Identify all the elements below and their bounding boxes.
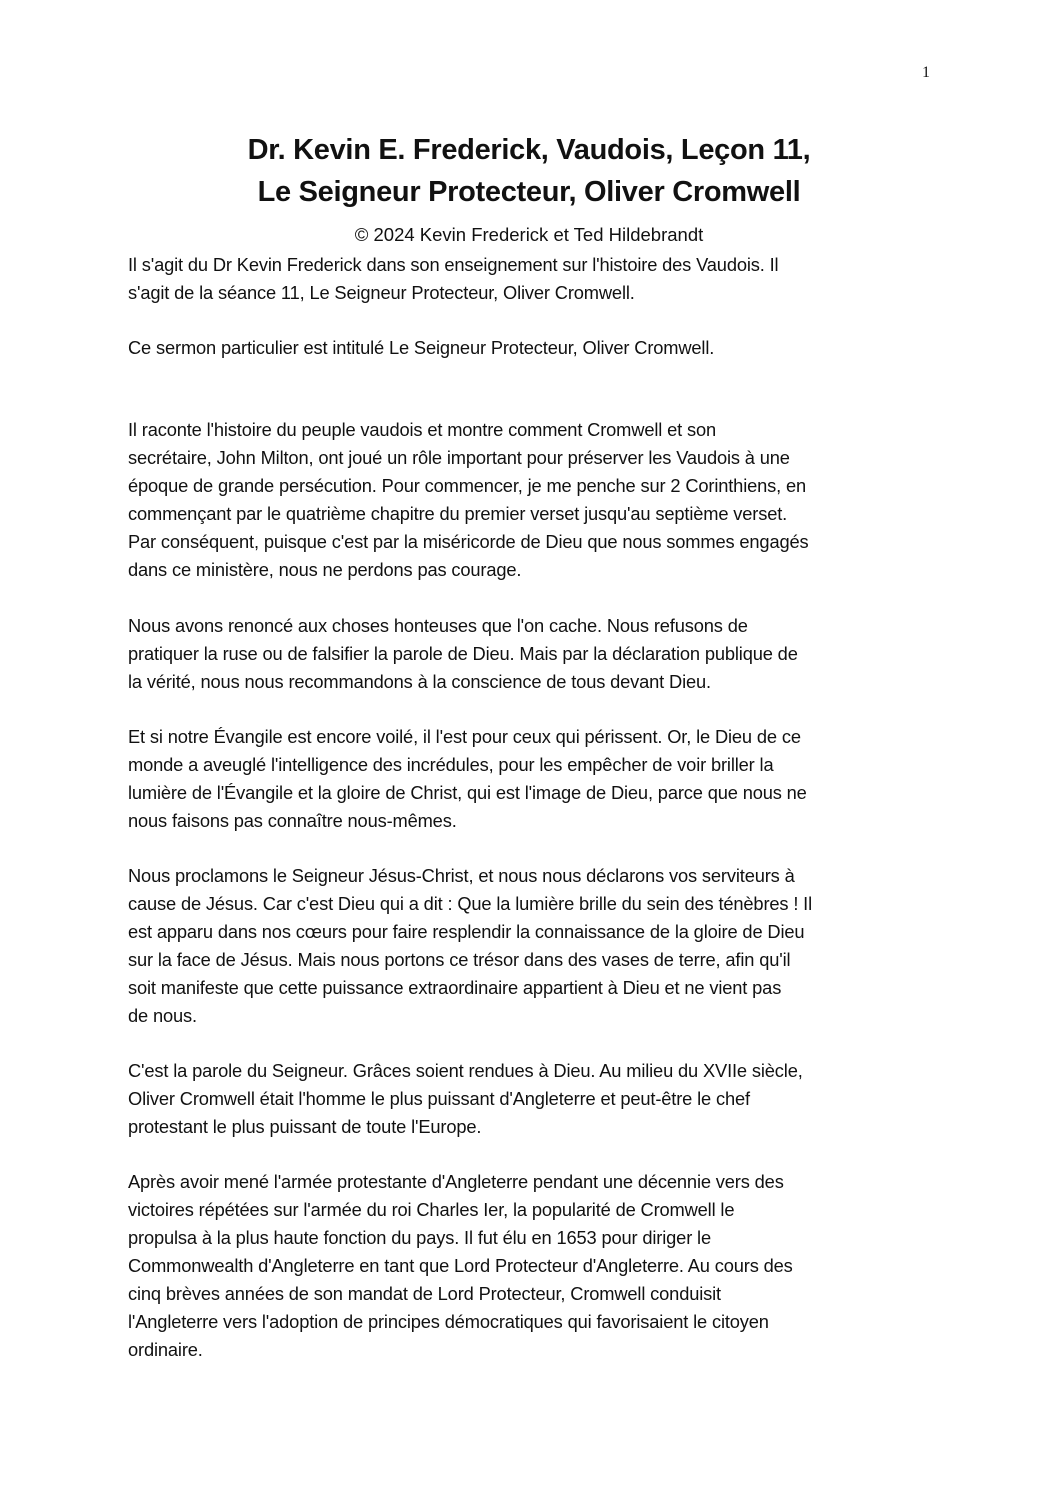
paragraph-line: dans ce ministère, nous ne perdons pas courage. (128, 559, 522, 580)
paragraph-line: est apparu dans nos cœurs pour faire resplendir la connaissance de la gloire de Dieu (128, 921, 805, 942)
paragraph-line: monde a aveuglé l'intelligence des incrédules, pour les empêcher de voir briller la (128, 754, 774, 775)
paragraph-line: Oliver Cromwell était l'homme le plus puissant d'Angleterre et peut-être le chef (128, 1088, 750, 1109)
paragraph (128, 612, 798, 696)
paragraph-line: de nous. (128, 1005, 197, 1026)
paragraph-line: Nous avons renoncé aux choses honteuses que l'on cache. Nous refusons de (128, 615, 748, 636)
paragraph-line: commençant par le quatrième chapitre du premier verset jusqu'au septième verset. (128, 503, 788, 524)
paragraph-line: nous faisons pas connaître nous-mêmes. (128, 810, 457, 831)
paragraph-line: époque de grande persécution. Pour commencer, je me penche sur 2 Corinthiens, en (128, 475, 807, 496)
paragraph-line: sur la face de Jésus. Mais nous portons ce trésor dans des vases de terre, afin qu'il (128, 949, 791, 970)
paragraph-line: Et si notre Évangile est encore voilé, il l'est pour ceux qui périssent. Or, le Dieu de ce (128, 726, 801, 747)
paragraph-line: Il raconte l'histoire du peuple vaudois et montre comment Cromwell et son (128, 419, 716, 440)
paragraph-line: cinq brèves années de son mandat de Lord Protecteur, Cromwell conduisit (128, 1283, 721, 1304)
paragraph-line: victoires répétées sur l'armée du roi Charles Ier, la popularité de Cromwell le (128, 1199, 735, 1220)
paragraph (128, 416, 808, 584)
paragraph (128, 723, 807, 835)
paragraph-line: Nous proclamons le Seigneur Jésus-Christ, et nous nous déclarons vos serviteurs à (128, 865, 795, 886)
page-number: 1 (922, 64, 930, 81)
paragraph-line: propulsa à la plus haute fonction du pays. Il fut élu en 1653 pour diriger le (128, 1227, 711, 1248)
paragraph-line: soit manifeste que cette puissance extraordinaire appartient à Dieu et ne vient pas (128, 977, 782, 998)
paragraph (128, 862, 812, 1030)
paragraph-line: lumière de l'Évangile et la gloire de Christ, qui est l'image de Dieu, parce que nous ne (128, 782, 807, 803)
paragraph-line: cause de Jésus. Car c'est Dieu qui a dit : Que la lumière brille du sein des ténèbres ! Il (128, 893, 813, 914)
paragraph-line: Commonwealth d'Angleterre en tant que Lord Protecteur d'Angleterre. Au cours des (128, 1255, 793, 1276)
paragraph-line: ordinaire. (128, 1339, 203, 1360)
paragraph (128, 1057, 803, 1141)
copyright: © 2024 Kevin Frederick et Ted Hildebrandt (354, 224, 704, 245)
paragraph-line: C'est la parole du Seigneur. Grâces soient rendues à Dieu. Au milieu du XVIIe siècle, (128, 1060, 803, 1081)
paragraph-line: protestant le plus puissant de toute l'Europe. (128, 1116, 482, 1137)
paragraph (128, 334, 714, 362)
paragraph (128, 251, 778, 307)
paragraph-line: s'agit de la séance 11, Le Seigneur Protecteur, Oliver Cromwell. (128, 282, 635, 303)
paragraph-line: Il s'agit du Dr Kevin Frederick dans son enseignement sur l'histoire des Vaudois. Il (128, 254, 779, 275)
paragraph-line: Par conséquent, puisque c'est par la miséricorde de Dieu que nous sommes engagés (128, 531, 809, 552)
paragraph-line: Après avoir mené l'armée protestante d'Angleterre pendant une décennie vers des (128, 1171, 784, 1192)
paragraph-line: secrétaire, John Milton, ont joué un rôle important pour préserver les Vaudois à une (128, 447, 790, 468)
paragraph-line: la vérité, nous nous recommandons à la conscience de tous devant Dieu. (128, 671, 711, 692)
paragraph-line: l'Angleterre vers l'adoption de principes démocratiques qui favorisaient le citoyen (128, 1311, 769, 1332)
paragraph (128, 1168, 793, 1364)
paragraph-line: pratiquer la ruse ou de falsifier la parole de Dieu. Mais par la déclaration publique de (128, 643, 798, 664)
title-line-2: Le Seigneur Protecteur, Oliver Cromwell (257, 176, 801, 208)
title-line-1: Dr. Kevin E. Frederick, Vaudois, Leçon 11, (247, 134, 811, 166)
paragraph-line: Ce sermon particulier est intitulé Le Seigneur Protecteur, Oliver Cromwell. (128, 337, 715, 358)
